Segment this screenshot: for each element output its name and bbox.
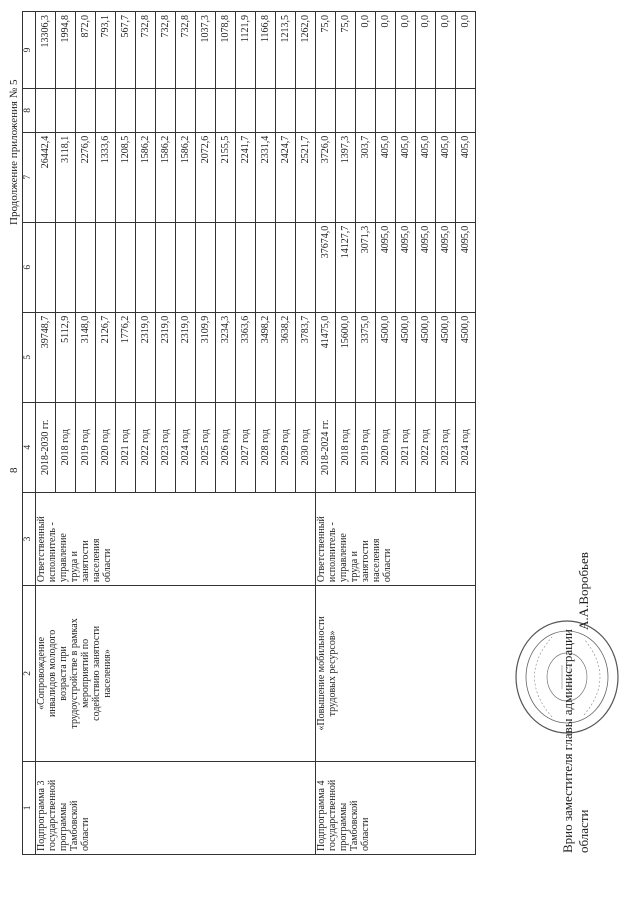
value-cell: 0,0 <box>376 12 396 89</box>
subprogram-name: Подпрограмма 4 государственной программы Тамбовской области <box>316 761 476 854</box>
value-cell: 4095,0 <box>416 222 436 312</box>
period-cell: 2020 год <box>96 402 116 492</box>
value-cell <box>456 88 476 132</box>
value-cell: 1213,5 <box>276 12 296 89</box>
value-cell: 2319,0 <box>176 312 196 402</box>
value-cell <box>356 88 376 132</box>
value-cell: 26442,4 <box>36 132 56 222</box>
value-cell <box>196 88 216 132</box>
value-cell: 3375,0 <box>356 312 376 402</box>
period-cell: 2022 год <box>136 402 156 492</box>
value-cell: 1586,2 <box>156 132 176 222</box>
period-cell: 2021 год <box>116 402 136 492</box>
value-cell: 2276,0 <box>76 132 96 222</box>
value-cell <box>96 222 116 312</box>
value-cell <box>336 88 356 132</box>
value-cell: 39748,7 <box>36 312 56 402</box>
value-cell: 3783,7 <box>296 312 316 402</box>
value-cell: 0,0 <box>456 12 476 89</box>
value-cell: 405,0 <box>436 132 456 222</box>
value-cell <box>216 88 236 132</box>
col-header: 6 <box>23 222 36 312</box>
value-cell <box>196 222 216 312</box>
value-cell <box>96 88 116 132</box>
value-cell: 4500,0 <box>416 312 436 402</box>
value-cell: 4095,0 <box>376 222 396 312</box>
value-cell <box>136 88 156 132</box>
event-name: «Повышение мобильности трудовых ресурсов» <box>316 586 476 762</box>
value-cell: 405,0 <box>456 132 476 222</box>
value-cell: 3234,3 <box>216 312 236 402</box>
period-cell: 2018 год <box>56 402 76 492</box>
period-cell: 2019 год <box>76 402 96 492</box>
value-cell: 1037,3 <box>196 12 216 89</box>
value-cell: 75,0 <box>336 12 356 89</box>
value-cell: 14127,7 <box>336 222 356 312</box>
col-header: 9 <box>23 12 36 89</box>
value-cell: 2319,0 <box>156 312 176 402</box>
value-cell: 3726,0 <box>316 132 336 222</box>
value-cell: 4095,0 <box>456 222 476 312</box>
value-cell <box>296 222 316 312</box>
value-cell: 872,0 <box>76 12 96 89</box>
value-cell: 1078,8 <box>216 12 236 89</box>
period-cell: 2023 год <box>156 402 176 492</box>
value-cell: 4500,0 <box>456 312 476 402</box>
value-cell: 2319,0 <box>136 312 156 402</box>
col-header: 8 <box>23 88 36 132</box>
period-cell: 2020 год <box>376 402 396 492</box>
value-cell <box>76 222 96 312</box>
value-cell <box>296 88 316 132</box>
value-cell <box>256 222 276 312</box>
value-cell <box>396 88 416 132</box>
period-cell: 2018-2030 гг. <box>36 402 56 492</box>
col-header: 1 <box>23 761 36 854</box>
value-cell <box>156 222 176 312</box>
value-cell: 4095,0 <box>436 222 456 312</box>
value-cell: 1333,6 <box>96 132 116 222</box>
col-header: 4 <box>23 402 36 492</box>
value-cell: 15600,0 <box>336 312 356 402</box>
value-cell: 2155,5 <box>216 132 236 222</box>
value-cell: 0,0 <box>416 12 436 89</box>
value-cell <box>36 222 56 312</box>
value-cell <box>256 88 276 132</box>
subprogram-name: Подпрограмма 3 государственной программы Тамбовской области <box>36 761 316 854</box>
value-cell: 1586,2 <box>136 132 156 222</box>
period-cell: 2021 год <box>396 402 416 492</box>
period-cell: 2024 год <box>176 402 196 492</box>
value-cell: 2424,7 <box>276 132 296 222</box>
value-cell <box>176 222 196 312</box>
value-cell: 0,0 <box>436 12 456 89</box>
value-cell: 0,0 <box>396 12 416 89</box>
value-cell: 2331,4 <box>256 132 276 222</box>
value-cell: 3071,3 <box>356 222 376 312</box>
value-cell: 2521,7 <box>296 132 316 222</box>
value-cell: 1586,2 <box>176 132 196 222</box>
value-cell: 405,0 <box>416 132 436 222</box>
column-number-row <box>23 12 36 855</box>
value-cell <box>376 88 396 132</box>
value-cell: 732,8 <box>156 12 176 89</box>
value-cell <box>316 88 336 132</box>
period-cell: 2022 год <box>416 402 436 492</box>
value-cell: 405,0 <box>376 132 396 222</box>
value-cell: 1776,2 <box>116 312 136 402</box>
value-cell <box>176 88 196 132</box>
value-cell <box>416 88 436 132</box>
value-cell: 3148,0 <box>76 312 96 402</box>
page-number: 8 <box>8 467 20 473</box>
value-cell: 3109,9 <box>196 312 216 402</box>
budget-table <box>22 11 476 855</box>
value-cell: 4500,0 <box>436 312 456 402</box>
signature-name: А.А.Воробьев <box>576 552 591 630</box>
value-cell: 303,7 <box>356 132 376 222</box>
value-cell <box>156 88 176 132</box>
value-cell <box>436 88 456 132</box>
period-cell: 2028 год <box>256 402 276 492</box>
value-cell <box>116 222 136 312</box>
value-cell: 4500,0 <box>376 312 396 402</box>
value-cell: 1397,3 <box>336 132 356 222</box>
value-cell <box>276 88 296 132</box>
value-cell: 3363,6 <box>236 312 256 402</box>
value-cell: 2241,7 <box>236 132 256 222</box>
value-cell: 1166,8 <box>256 12 276 89</box>
value-cell <box>136 222 156 312</box>
value-cell: 13306,3 <box>36 12 56 89</box>
value-cell: 3638,2 <box>276 312 296 402</box>
value-cell: 41475,0 <box>316 312 336 402</box>
value-cell: 2072,6 <box>196 132 216 222</box>
value-cell <box>56 88 76 132</box>
value-cell: 0,0 <box>356 12 376 89</box>
col-header: 3 <box>23 492 36 585</box>
signature-position: Врио заместителя главы администрации <box>560 629 575 853</box>
value-cell: 732,8 <box>176 12 196 89</box>
period-cell: 2025 год <box>196 402 216 492</box>
period-cell: 2023 год <box>436 402 456 492</box>
table-row <box>316 12 336 855</box>
value-cell <box>36 88 56 132</box>
period-cell: 2027 год <box>236 402 256 492</box>
period-cell: 2030 год <box>296 402 316 492</box>
value-cell <box>56 222 76 312</box>
value-cell: 3498,2 <box>256 312 276 402</box>
appendix-note: Продолжение приложения № 5 <box>8 79 20 225</box>
period-cell: 2018-2024 гг. <box>316 402 336 492</box>
table-row <box>36 12 56 855</box>
col-header: 2 <box>23 586 36 762</box>
value-cell: 793,1 <box>96 12 116 89</box>
event-name: «Сопровождение инвалидов молодого возраста при трудоустройстве в рамках мероприятий по содействию занятости населения» <box>36 586 316 762</box>
value-cell: 37674,0 <box>316 222 336 312</box>
value-cell: 1994,8 <box>56 12 76 89</box>
signature-region: области <box>576 809 591 853</box>
value-cell: 4095,0 <box>396 222 416 312</box>
value-cell <box>236 222 256 312</box>
value-cell <box>216 222 236 312</box>
period-cell: 2029 год <box>276 402 296 492</box>
value-cell <box>236 88 256 132</box>
value-cell <box>116 88 136 132</box>
value-cell: 732,8 <box>136 12 156 89</box>
value-cell: 1262,0 <box>296 12 316 89</box>
value-cell <box>276 222 296 312</box>
value-cell: 1208,5 <box>116 132 136 222</box>
value-cell: 2126,7 <box>96 312 116 402</box>
col-header: 5 <box>23 312 36 402</box>
value-cell: 567,7 <box>116 12 136 89</box>
col-header: 7 <box>23 132 36 222</box>
value-cell: 3118,1 <box>56 132 76 222</box>
period-cell: 2026 год <box>216 402 236 492</box>
executor-name: Ответственный исполнитель - управление труда и занятости населения области <box>36 492 316 585</box>
value-cell: 4500,0 <box>396 312 416 402</box>
value-cell: 405,0 <box>396 132 416 222</box>
value-cell: 1121,9 <box>236 12 256 89</box>
value-cell: 5112,9 <box>56 312 76 402</box>
executor-name: Ответственный исполнитель - управление труда и занятости населения области <box>316 492 476 585</box>
value-cell: 75,0 <box>316 12 336 89</box>
period-cell: 2024 год <box>456 402 476 492</box>
value-cell <box>76 88 96 132</box>
period-cell: 2019 год <box>356 402 376 492</box>
period-cell: 2018 год <box>336 402 356 492</box>
